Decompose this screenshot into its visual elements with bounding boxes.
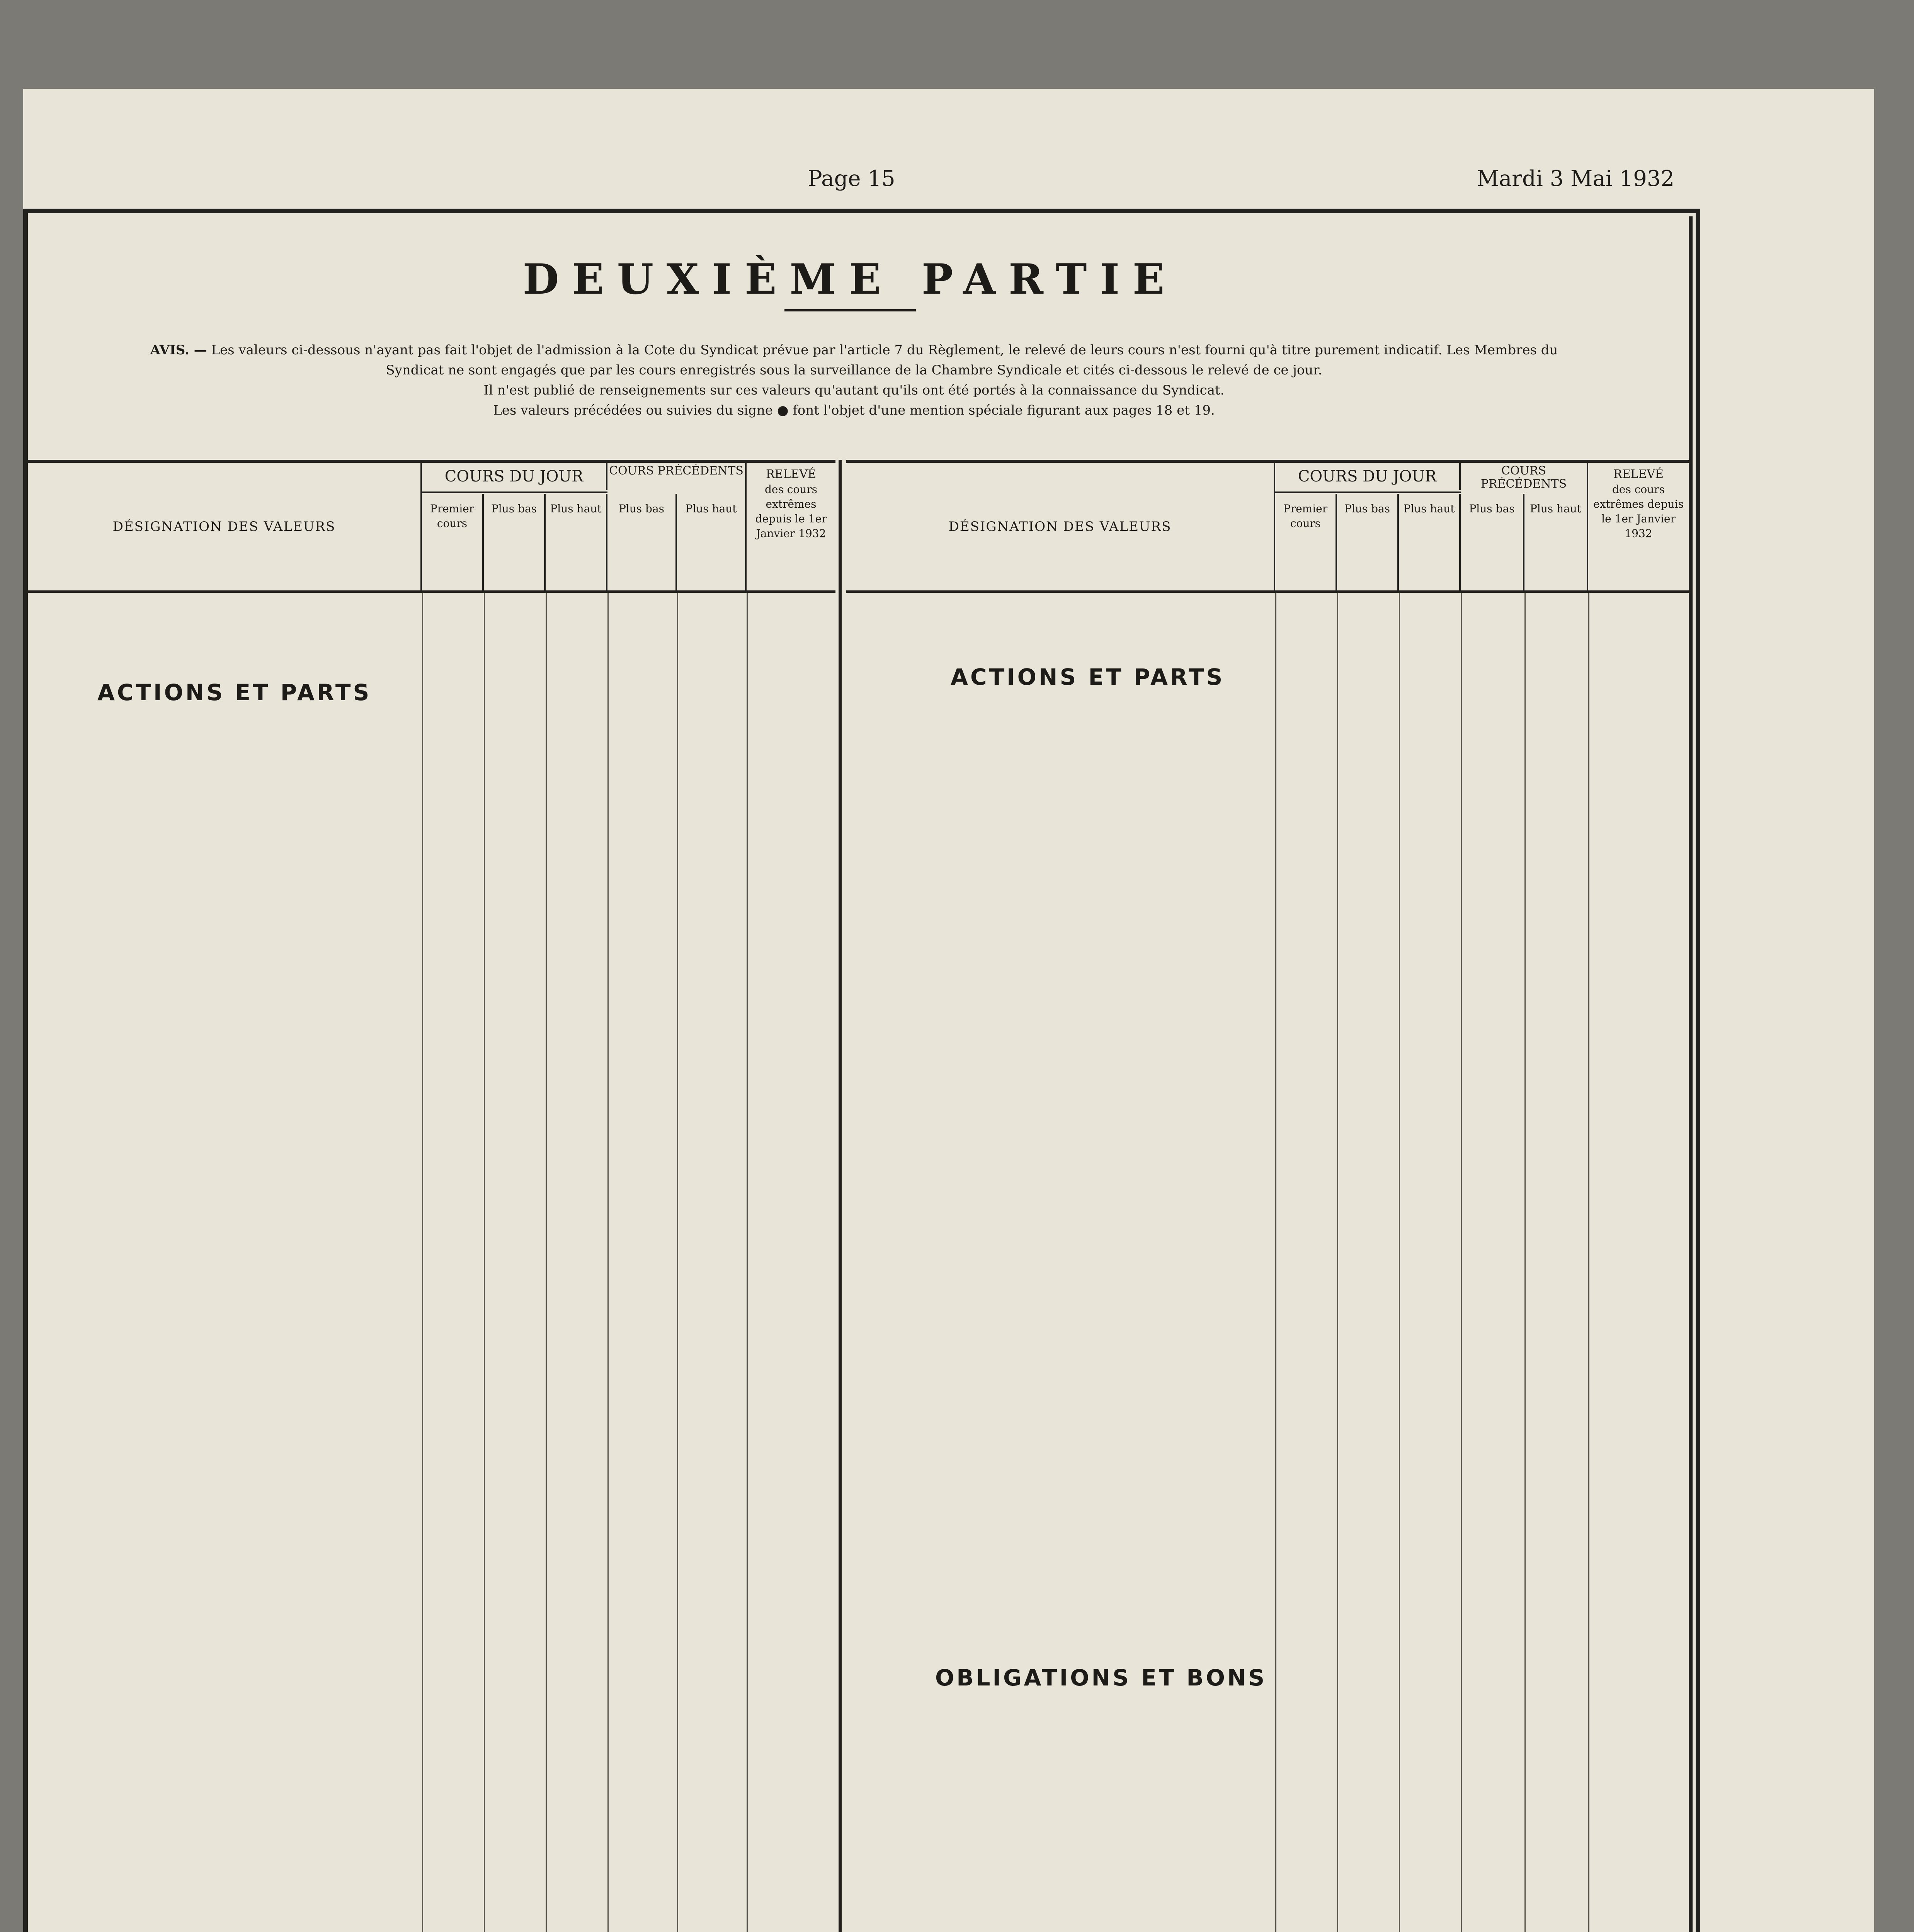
premier-cours-header: Premier cours	[1275, 494, 1337, 590]
column-rule	[1524, 593, 1526, 1932]
frame-rule	[1689, 216, 1693, 1932]
page-number: Page 15	[808, 166, 895, 191]
notice-lead: AVIS. —	[150, 342, 207, 358]
notice-line-2: Syndicat ne sont engagés que par les cours enregistrés sous la surveillance de la Chambre Syndicale et cités ci-dessous le relevé de ce jour.	[386, 362, 1322, 378]
title-rule	[784, 309, 916, 311]
column-rule	[484, 593, 485, 1932]
column-rule	[1588, 593, 1589, 1932]
plus-haut-header: Plus haut	[546, 494, 607, 590]
cours-du-jour-header: COURS DU JOUR	[422, 463, 607, 490]
right-quote-table	[846, 460, 1689, 1932]
column-rule	[677, 593, 678, 1932]
page-date: Mardi 3 Mai 1932	[1477, 166, 1674, 191]
notice-line-3: Il n'est publié de renseignements sur ces valeurs qu'autant qu'ils ont été portés à la connaissance du Syndicat.	[483, 383, 1225, 398]
cp-plus-bas-header: Plus bas	[1461, 494, 1524, 590]
releve-title: RELEVÉ	[766, 468, 816, 481]
column-rule	[1399, 593, 1400, 1932]
notice-line-1: Les valeurs ci-dessous n'ayant pas fait l'objet de l'admission à la Cote du Syndicat prévue par l'article 7 du Règlement, le relevé de leurs cours n'est fourni qu'à titre purement indicatif. Les Membres du	[211, 342, 1558, 358]
table-header	[28, 463, 835, 593]
premier-cours-header: Premier cours	[422, 494, 484, 590]
header-rule	[1275, 492, 1461, 493]
plus-bas-header: Plus bas	[484, 494, 546, 590]
column-rule	[422, 593, 423, 1932]
plus-haut-header: Plus haut	[1399, 494, 1461, 590]
column-rule	[1337, 593, 1338, 1932]
section-title-actions: ACTIONS ET PARTS	[97, 679, 372, 706]
cp-plus-bas-header: Plus bas	[607, 494, 677, 590]
part-title: DEUXIÈME PARTIE	[522, 255, 1178, 304]
plus-bas-header: Plus bas	[1337, 494, 1399, 590]
section-title-actions: ACTIONS ET PARTS	[951, 664, 1225, 690]
column-rule	[607, 593, 609, 1932]
column-divider	[839, 460, 842, 1932]
notice-line-4: Les valeurs précédées ou suivies du signe ● font l'objet d'une mention spéciale figurant aux pages 18 et 19.	[493, 403, 1215, 418]
releve-header	[747, 463, 835, 590]
column-rule	[1275, 593, 1276, 1932]
releve-header	[1588, 463, 1689, 590]
releve-title: RELEVÉ	[1613, 468, 1664, 481]
column-rule	[747, 593, 748, 1932]
section-title-obligations: OBLIGATIONS ET BONS	[935, 1665, 1267, 1691]
cp-plus-haut-header: Plus haut	[677, 494, 747, 590]
cours-du-jour-header: COURS DU JOUR	[1275, 463, 1461, 490]
releve-subtitle: des cours extrêmes depuis le 1er Janvier 1932	[755, 483, 827, 540]
column-rule	[1461, 593, 1462, 1932]
page-header	[0, 166, 1914, 201]
designation-header: DÉSIGNATION DES VALEURS	[28, 463, 422, 590]
cours-precedents-header: COURS PRÉCÉDENTS	[607, 463, 747, 494]
header-rule	[422, 492, 607, 493]
releve-subtitle: des cours extrêmes depuis le 1er Janvier 1932	[1593, 483, 1684, 540]
cours-precedents-header: COURS PRÉCÉDENTS	[1461, 463, 1588, 494]
left-quote-table	[28, 460, 835, 1932]
table-header	[846, 463, 1689, 593]
designation-header: DÉSIGNATION DES VALEURS	[846, 463, 1275, 590]
cp-plus-haut-header: Plus haut	[1524, 494, 1588, 590]
column-rule	[546, 593, 547, 1932]
notice	[46, 340, 1662, 420]
